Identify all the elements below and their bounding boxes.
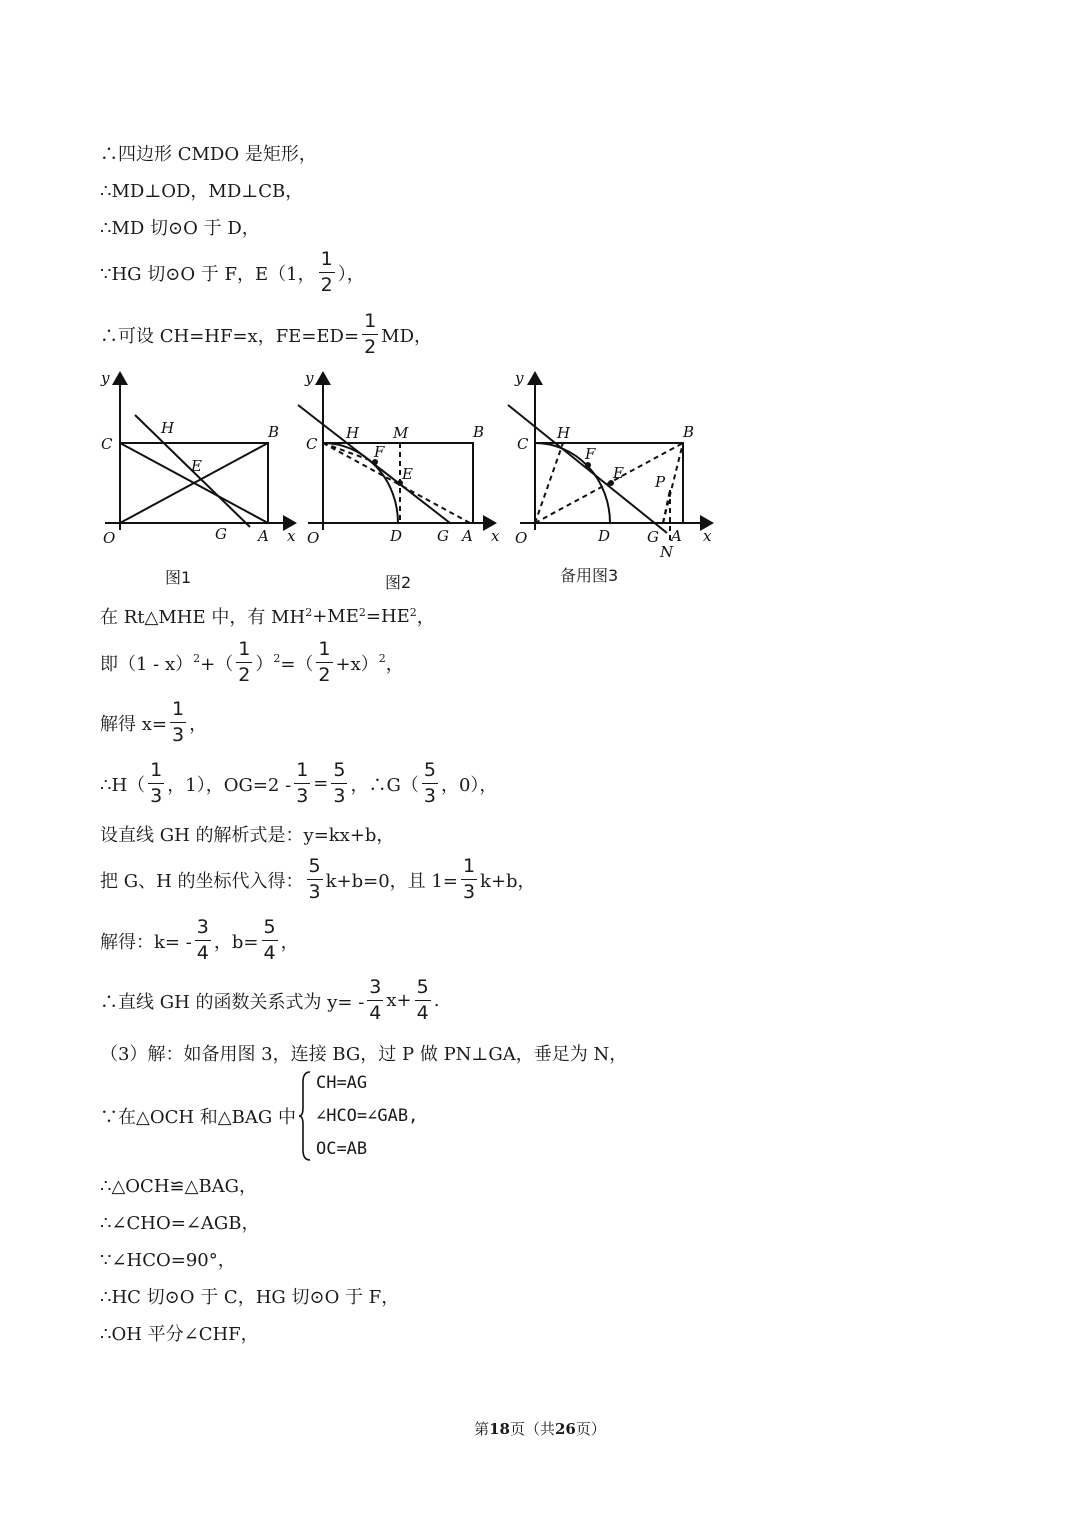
proof-line-8: 解得 x= $\frac{1}{3}$ ， <box>100 698 208 746</box>
fraction: $\frac{5}{4}$ <box>416 976 429 1024</box>
fig2-label-A: A <box>462 527 473 545</box>
fig2-label-G: G <box>437 527 449 545</box>
fig3-label-y: y <box>515 369 524 387</box>
fig2-label-x: x <box>491 527 500 545</box>
line-oh <box>535 443 563 523</box>
brace-icon <box>298 1070 312 1162</box>
line-text: ∴MD⊥OD，MD⊥CB， <box>100 181 304 202</box>
line-hg <box>508 405 667 533</box>
fig3-label-H: H <box>557 424 571 442</box>
fraction: $\frac{1}{3}$ <box>171 698 185 746</box>
proof-line-16: ∴△OCH≌△BAG， <box>100 1176 258 1197</box>
fig1-label-y: y <box>101 369 110 387</box>
total-pages: 26 <box>555 1420 576 1438</box>
fraction: $\frac{3}{4}$ <box>369 976 382 1024</box>
proof-line-19: ∴HC 切⊙O 于 C，HG 切⊙O 于 F， <box>100 1287 400 1308</box>
fig2-label-B: B <box>473 423 485 441</box>
line-text: ∴四边形 CMDO 是矩形， <box>100 144 317 165</box>
proof-line-5: ∴可设 CH=HF=x，FE=ED= $\frac{1}{2}$ MD， <box>100 310 433 358</box>
proof-line-11: 把 G、H 的坐标代入得： $\frac{5}{3}$ k+b=0，且 1= $\frac{1}{3}$ k+b， <box>100 855 536 903</box>
proof-line-2 <box>100 177 303 203</box>
fig1-label-A: A <box>258 527 269 545</box>
fig3-label-E: E <box>613 464 624 482</box>
page-number: 18 <box>489 1420 510 1438</box>
page-footer: 第18页（共26页） <box>474 1420 606 1438</box>
proof-line-6: 在 Rt△MHE 中，有 MH $^2$ +ME $^2$ =HE $^2$ ， <box>100 605 435 628</box>
fig1-label-O: O <box>103 529 116 547</box>
fraction: $\frac{5}{3}$ <box>333 759 346 807</box>
fig1-label-B: B <box>268 423 280 441</box>
fig1-label-H: H <box>161 419 175 437</box>
fraction: $\frac{5}{3}$ <box>423 759 436 807</box>
fig2-caption: 图2 <box>385 573 412 592</box>
fig1-label-G: G <box>215 525 227 543</box>
proof-line-14: （3）解：如备用图 3，连接 BG，过 P 做 PN⊥GA，垂足为 N， <box>100 1044 628 1065</box>
fraction: $\frac{1}{2}$ <box>318 638 331 686</box>
fig3-label-C: C <box>517 435 529 453</box>
fig3-label-D: D <box>598 527 611 545</box>
figures-panel <box>95 365 725 595</box>
line-gp <box>663 490 670 523</box>
proof-line-15: ∵在△OCH 和△BAG 中 CH=AG ∠HCO=∠GAB, OC=AB <box>100 1070 418 1162</box>
fraction: $\frac{1}{3}$ <box>296 759 309 807</box>
fig3-label-N: N <box>660 543 674 561</box>
fig3-label-P: P <box>655 473 666 491</box>
arc <box>535 443 610 523</box>
arc <box>323 443 398 523</box>
fig3-label-F: F <box>585 445 596 463</box>
fraction: $\frac{5}{3}$ <box>308 855 321 903</box>
fraction: $\frac{5}{4}$ <box>263 916 276 964</box>
fig3-label-x: x <box>703 527 712 545</box>
proof-line-7: 即（1 - x） $^2$ +（ $\frac{1}{2}$ ） $^2$ =（ $\frac{1}{2}$ +x） $^2$ ， <box>100 638 404 686</box>
proof-line-3 <box>100 214 260 240</box>
fig1-label-x: x <box>287 527 296 545</box>
figure-3 <box>508 373 712 540</box>
fraction: $\frac{1}{2}$ <box>238 638 251 686</box>
fig1-label-C: C <box>101 435 113 453</box>
fig3-label-G: G <box>647 528 659 546</box>
fig2-label-O: O <box>307 529 320 547</box>
equation-system <box>298 1070 418 1162</box>
figures-svg <box>95 365 725 595</box>
proof-line-13: ∴直线 GH 的函数关系式为 y= - $\frac{3}{4}$ x+ $\frac{5}{4}$ . <box>100 976 440 1024</box>
fig2-label-E: E <box>402 465 413 483</box>
system-row: OC=AB <box>315 1139 368 1159</box>
fig2-label-C: C <box>306 435 318 453</box>
proof-line-20: ∴OH 平分∠CHF， <box>100 1324 259 1345</box>
fig3-caption: 备用图3 <box>560 566 619 585</box>
fig2-label-H: H <box>346 424 360 442</box>
fraction: $\frac{1}{3}$ <box>150 759 163 807</box>
proof-line-4: ∵HG 切⊙O 于 F，E（1， $\frac{1}{2}$ ）， <box>100 248 365 296</box>
proof-line-12: 解得：k= - $\frac{3}{4}$ ，b= $\frac{5}{4}$ ， <box>100 916 299 964</box>
system-row: CH=AG <box>315 1073 368 1093</box>
line-text: ∴MD 切⊙O 于 D， <box>100 218 260 239</box>
fraction: $\frac{1}{2}$ <box>364 310 377 358</box>
system-row: ∠HCO=∠GAB, <box>315 1106 419 1126</box>
fig3-label-B: B <box>683 423 695 441</box>
fraction: $\frac{1}{3}$ <box>462 855 476 903</box>
fraction: $\frac{1}{2}$ <box>320 248 333 296</box>
figure-1 <box>105 373 295 530</box>
fraction: $\frac{3}{4}$ <box>196 916 209 964</box>
fig2-label-D: D <box>390 527 403 545</box>
fig3-label-A: A <box>671 527 682 545</box>
fig2-label-y: y <box>305 369 314 387</box>
fig1-caption: 图1 <box>165 568 192 587</box>
figure-2 <box>298 373 495 530</box>
proof-line-1 <box>100 140 317 166</box>
fig2-label-F: F <box>374 443 385 461</box>
proof-line-18: ∵∠HCO=90°， <box>100 1250 236 1271</box>
fig1-label-E: E <box>191 457 202 475</box>
proof-line-9: ∴H（ $\frac{1}{3}$ ，1），OG=2 - $\frac{1}{3}$ = $\frac{5}{3}$ ，∴G（ $\frac{5}{3}$ ，0）， <box>100 759 498 807</box>
proof-line-10: 设直线 GH 的解析式是：y=kx+b， <box>100 825 395 846</box>
fig2-label-M: M <box>393 424 409 442</box>
fig3-label-O: O <box>515 529 528 547</box>
proof-line-17: ∴∠CHO=∠AGB， <box>100 1213 260 1234</box>
